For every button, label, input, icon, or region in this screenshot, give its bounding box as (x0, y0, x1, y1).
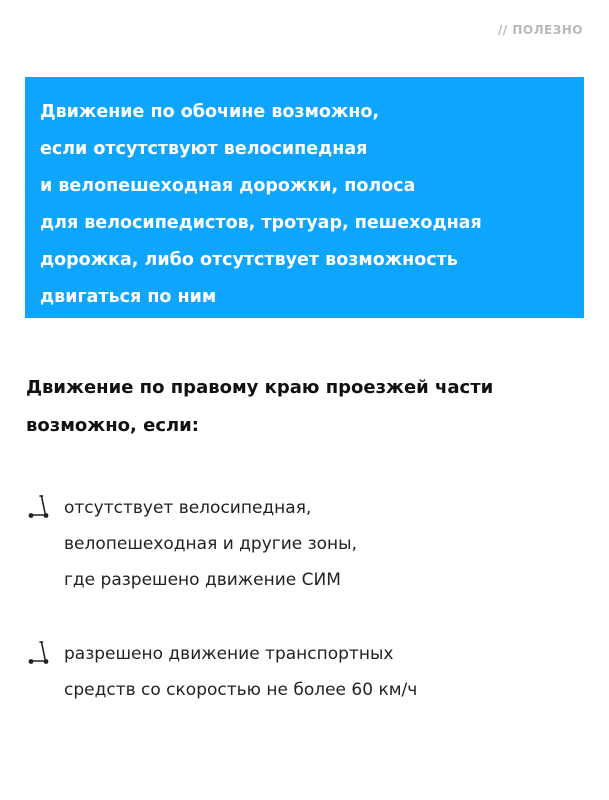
section-heading (26, 369, 586, 445)
bullet-item (26, 490, 586, 598)
bullet-line: где разрешено движение СИМ (64, 570, 341, 590)
section-heading-line: возможно, если: (26, 415, 199, 436)
info-box-line: Движение по обочине возможно, (40, 102, 380, 122)
bullet-line: отсутствует велосипедная, (64, 498, 312, 518)
scooter-icon (26, 640, 54, 666)
info-box-line: двигаться по ним (40, 287, 217, 307)
bullet-line: велопешеходная и другие зоны, (64, 534, 357, 554)
info-box-line: для велосипедистов, тротуар, пешеходная (40, 213, 482, 233)
bullet-list (26, 490, 586, 708)
section-tag: // ПОЛЕЗНО (497, 23, 583, 37)
section-heading-line: Движение по правому краю проезжей части (26, 377, 494, 398)
info-box-line: если отсутствуют велосипедная (40, 139, 368, 159)
bullet-item (26, 636, 586, 708)
info-box-line: дорожка, либо отсутствует возможность (40, 250, 458, 270)
scooter-icon (26, 494, 54, 520)
bullet-line: средств со скоростью не более 60 км/ч (64, 680, 418, 700)
info-box (25, 77, 584, 318)
bullet-line: разрешено движение транспортных (64, 644, 394, 664)
info-box-line: и велопешеходная дорожки, полоса (40, 176, 416, 196)
